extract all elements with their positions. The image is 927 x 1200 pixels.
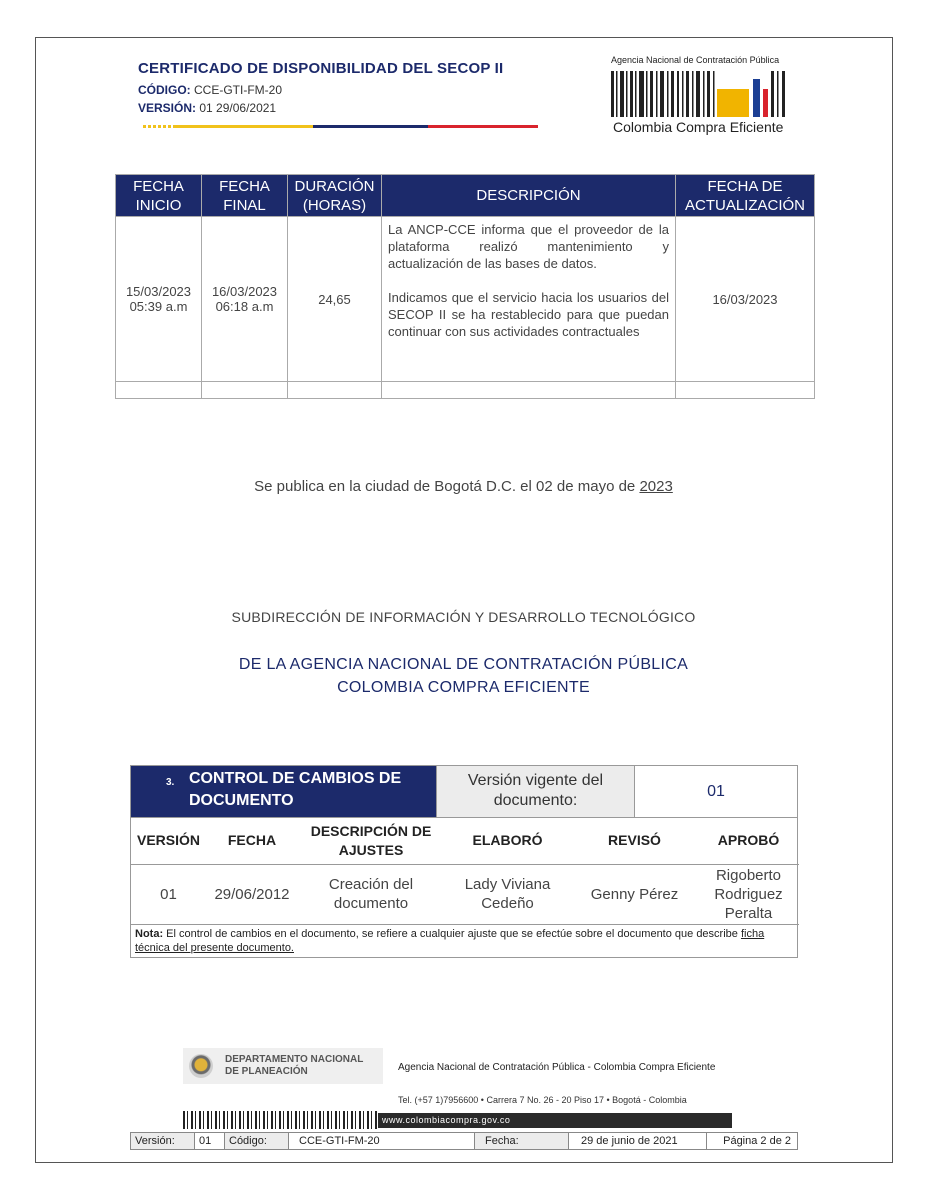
colombia-compra-logo	[605, 55, 800, 140]
duration-cell: 24,65	[288, 217, 382, 382]
description-cell	[382, 217, 676, 382]
outage-table-header	[116, 175, 815, 217]
footer-page-number: Página 2 de 2	[723, 1135, 791, 1147]
change-control-table	[130, 765, 798, 958]
col-header-description: DESCRIPCIÓN	[382, 175, 676, 217]
footer-date-value: 29 de junio de 2021	[569, 1133, 707, 1149]
version-label: VERSIÓN:	[138, 101, 197, 115]
publication-statement	[0, 478, 927, 495]
col-header-reviewed: REVISÓ	[571, 818, 698, 864]
col-header-start: FECHA INICIO	[116, 175, 202, 217]
table-row	[116, 217, 815, 382]
document-code	[138, 83, 282, 97]
note-text: El control de cambios en el documento, se refiere a cualquier ajuste que se efectúe sobre el documento que describe	[163, 927, 741, 940]
publication-text: Se publica en la ciudad de Bogotá D.C. el 02 de mayo de	[254, 478, 640, 495]
version-value: 01 29/06/2021	[199, 101, 277, 115]
code-value: CCE-GTI-FM-20	[194, 83, 283, 97]
change-control-title-box	[131, 766, 436, 817]
agency-line-1: DE LA AGENCIA NACIONAL DE CONTRATACIÓN PÚBLICA	[238, 656, 689, 673]
change-control-note	[131, 925, 797, 957]
footer-version-label: Versión:	[131, 1133, 195, 1149]
change-history-header	[131, 818, 799, 864]
document-footer-bar	[130, 1132, 798, 1150]
start-time: 05:39 a.m	[129, 299, 188, 314]
current-version-value: 01	[634, 766, 797, 817]
reviewed-by-cell: Genny Pérez	[571, 864, 698, 924]
flag-color-bar	[143, 125, 538, 128]
empty-row	[116, 382, 815, 399]
col-header-duration: DURACIÓN (HORAS)	[288, 175, 382, 217]
change-control-title: CONTROL DE CAMBIOS DE DOCUMENTO	[189, 770, 402, 809]
barcode-logo-icon	[611, 69, 791, 119]
col-header-approved: APROBÓ	[698, 818, 799, 864]
end-time: 06:18 a.m	[215, 299, 274, 314]
change-history	[131, 818, 799, 925]
subdirection-name: SUBDIRECCIÓN DE INFORMACIÓN Y DESARROLLO TECNOLÓGICO	[231, 609, 696, 625]
dnp-name: DEPARTAMENTO NACIONAL DE PLANEACIÓN	[225, 1054, 364, 1077]
adjustment-cell: Creación del documento	[298, 864, 444, 924]
col-header-end: FECHA FINAL	[202, 175, 288, 217]
agency-line-2: COLOMBIA COMPRA EFICIENTE	[337, 679, 590, 696]
footer-version-value: 01	[195, 1133, 225, 1149]
date-cell: 29/06/2012	[206, 864, 298, 924]
footer-agency: Agencia Nacional de Contratación Pública - Colombia Compra Eficiente	[398, 1062, 716, 1073]
col-header-version: VERSIÓN	[131, 818, 206, 864]
footer-website: www.colombiacompra.gov.co	[378, 1113, 732, 1128]
approved-by-cell: Rigoberto Rodriguez Peralta	[698, 864, 799, 924]
coat-of-arms-icon	[189, 1054, 213, 1078]
end-cell	[202, 217, 288, 382]
outage-table	[115, 174, 815, 399]
footer-code-label: Código:	[225, 1133, 289, 1149]
current-version-label: Versión vigente del documento:	[436, 766, 634, 817]
col-header-date: FECHA	[206, 818, 298, 864]
end-date: 16/03/2023	[211, 284, 278, 299]
footer-barcode-icon	[183, 1111, 378, 1129]
dnp-logo	[183, 1048, 383, 1084]
change-control-header	[131, 766, 797, 818]
col-header-updated: FECHA DE ACTUALIZACIÓN	[676, 175, 815, 217]
note-label: Nota:	[135, 927, 164, 940]
footer-address: Tel. (+57 1)7956600 • Carrera 7 No. 26 - 20 Piso 17 • Bogotá - Colombia	[398, 1095, 687, 1105]
start-cell	[116, 217, 202, 382]
col-header-adjustments: DESCRIPCIÓN DE AJUSTES	[298, 818, 444, 864]
prepared-by-cell: Lady Viviana Cedeño	[444, 864, 571, 924]
logo-agency-text: Agencia Nacional de Contratación Pública	[611, 55, 780, 65]
section-number: 3.	[166, 777, 175, 788]
col-header-prepared: ELABORÓ	[444, 818, 571, 864]
table-row	[131, 864, 799, 924]
description-paragraph-2: Indicamos que el servicio hacia los usuarios del SECOP II se ha restablecido para que puedan continuar con sus actividades contractuales	[388, 290, 669, 339]
code-label: CÓDIGO:	[138, 83, 191, 97]
start-date: 15/03/2023	[125, 284, 192, 299]
version-cell: 01	[131, 864, 206, 924]
note-underlined: ficha técnica del presente documento.	[135, 927, 765, 954]
footer-code-value: CCE-GTI-FM-20	[289, 1133, 475, 1149]
description-paragraph-1: La ANCP-CCE informa que el proveedor de la plataforma realizó mantenimiento y actualización de las bases de datos.	[388, 222, 669, 271]
document-title: CERTIFICADO DE DISPONIBILIDAD DEL SECOP II	[138, 60, 504, 77]
logo-name: Colombia Compra Eficiente	[613, 119, 784, 135]
document-version	[138, 101, 276, 115]
publication-year: 2023	[639, 478, 673, 495]
footer-date-label: Fecha:	[475, 1133, 569, 1149]
updated-cell: 16/03/2023	[676, 217, 815, 382]
